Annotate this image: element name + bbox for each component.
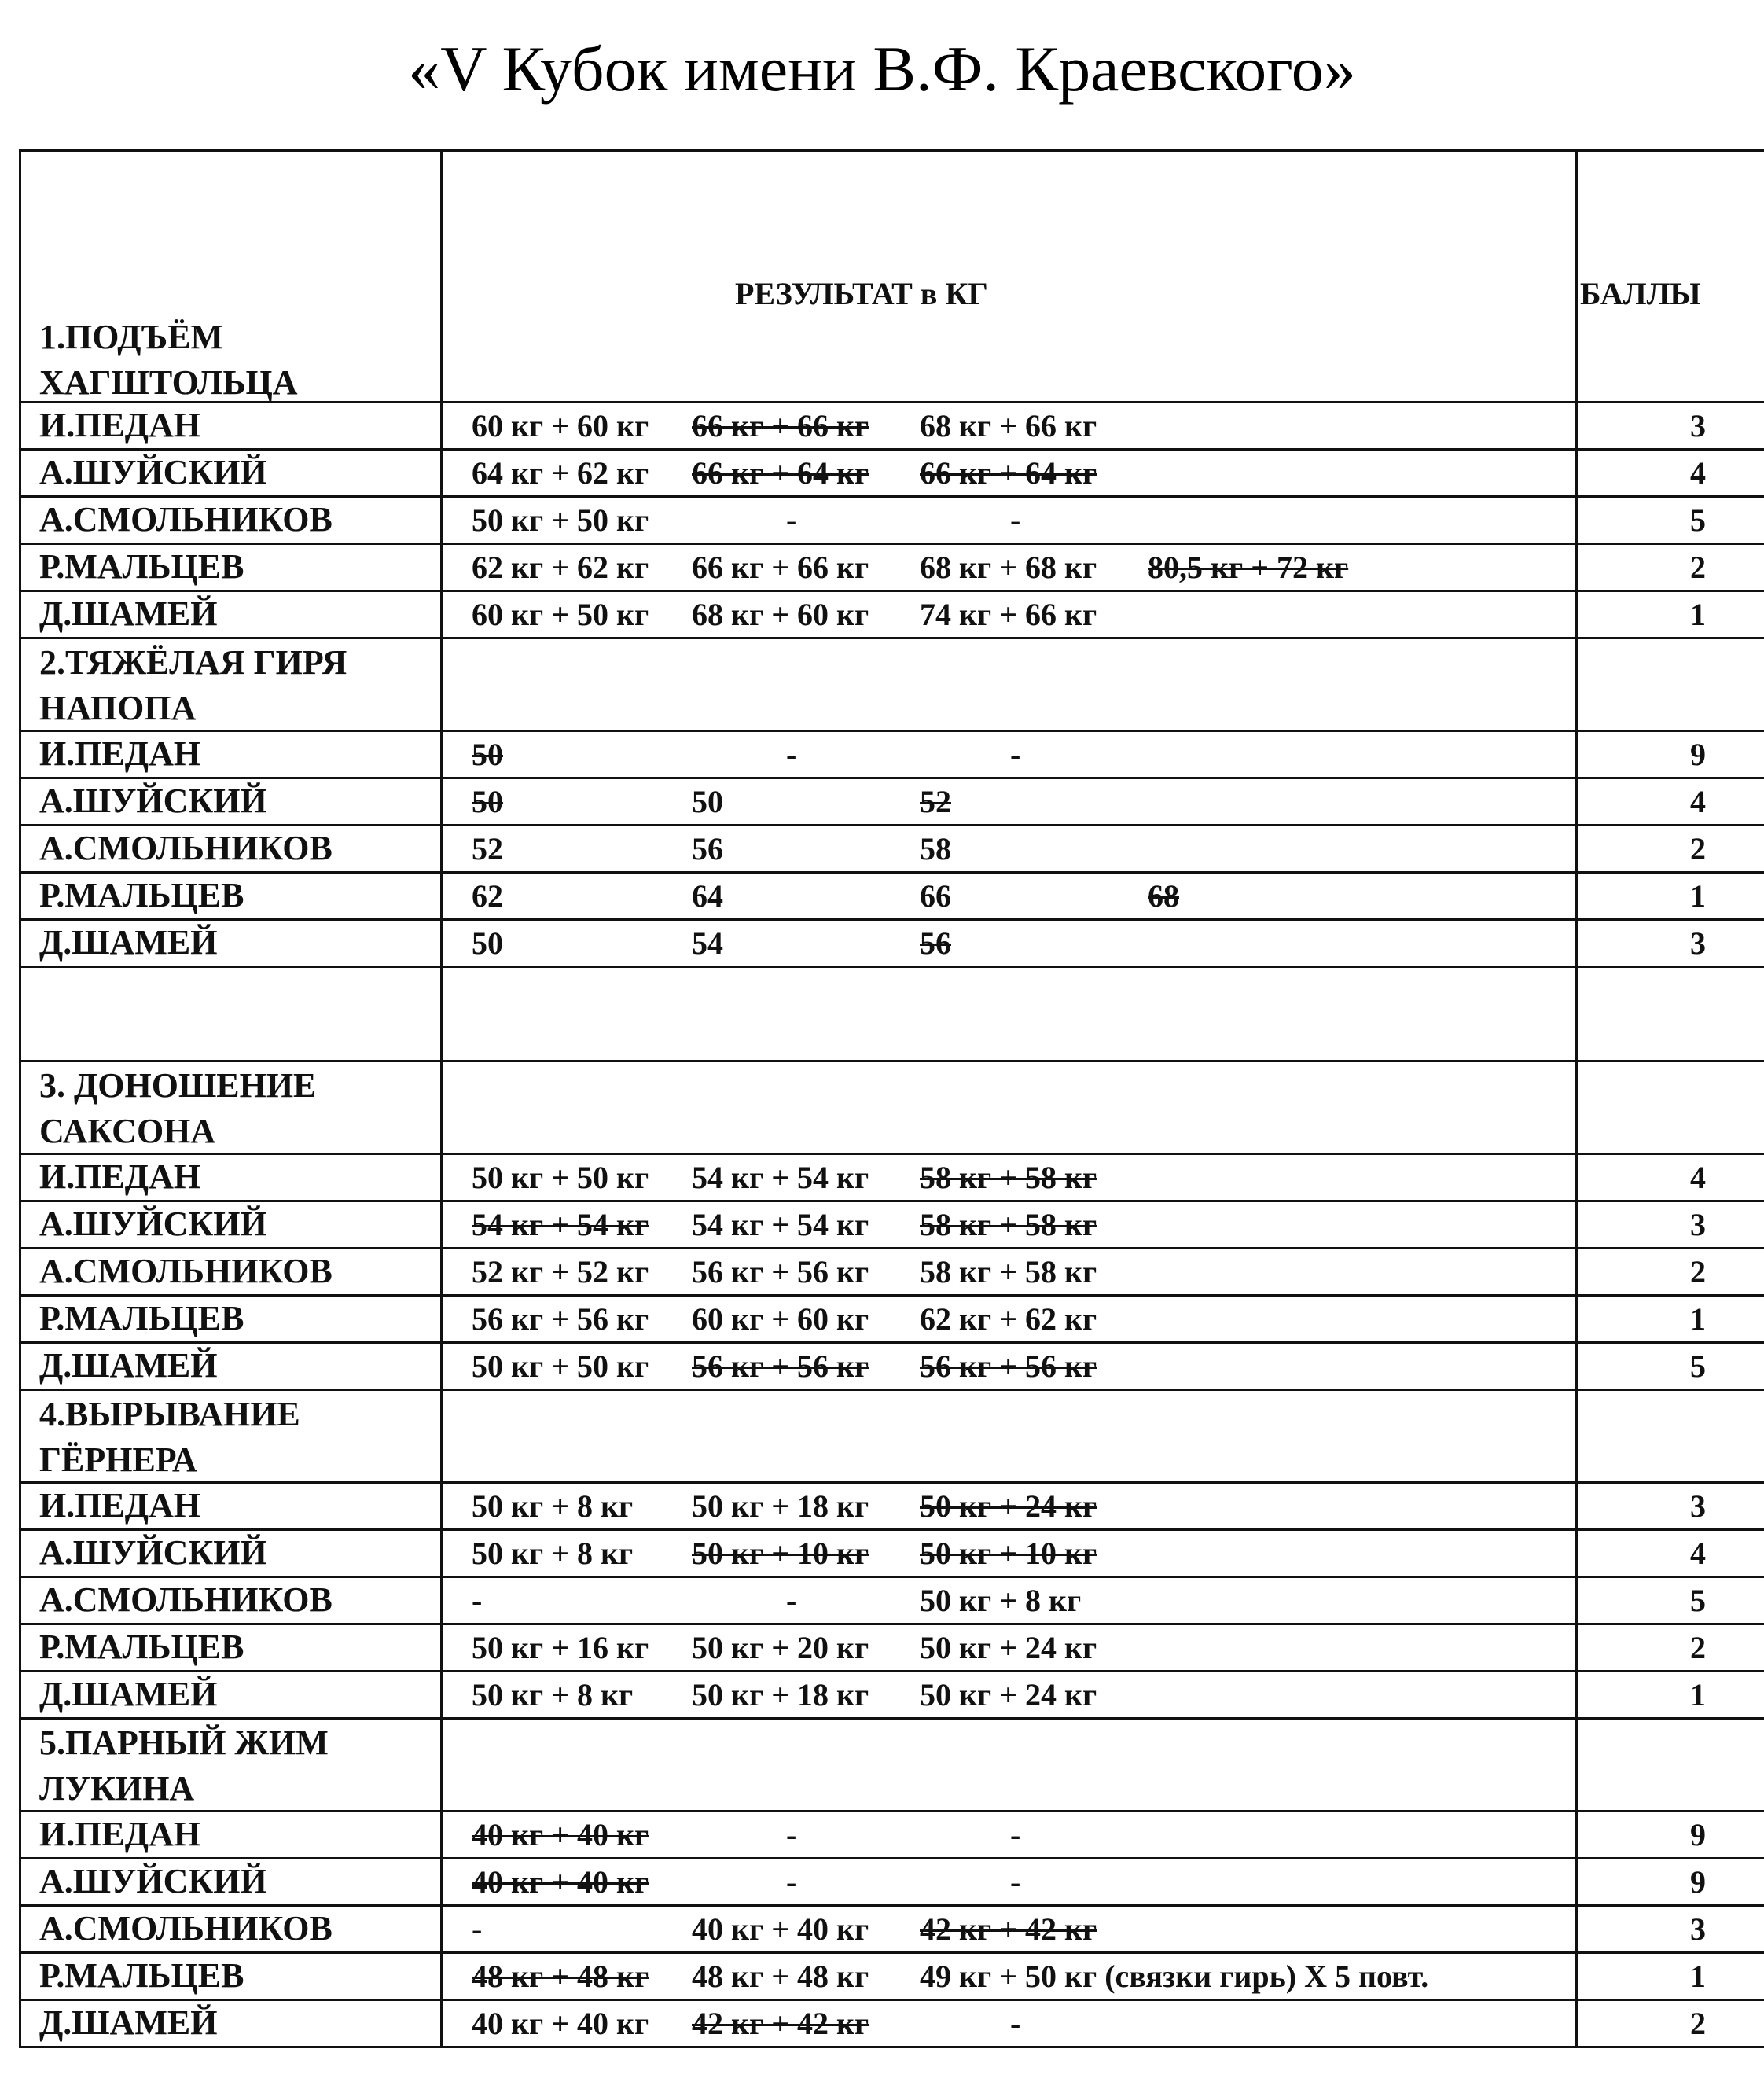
table-rule <box>19 1670 1764 1672</box>
points-value: 4 <box>1690 1536 1706 1571</box>
attempt-result: 50 кг + 50 кг <box>472 1348 649 1384</box>
attempt-result: 66 кг + 64 кг <box>692 455 869 491</box>
section-title: 4.ВЫРЫВАНИЕ ГЁРНЕРА <box>39 1395 300 1479</box>
attempt-result: - <box>786 737 797 772</box>
points-value: 3 <box>1690 1911 1706 1947</box>
points-value: 1 <box>1690 878 1706 914</box>
points-value: 1 <box>1690 1959 1706 1994</box>
attempt-result: 58 кг + 58 кг <box>920 1160 1097 1195</box>
table-rule <box>19 590 1764 592</box>
attempt-result: 56 кг + 56 кг <box>692 1254 869 1289</box>
section-title: 3. ДОНОШЕНИЕ САКСОНА <box>39 1066 317 1150</box>
table-rule <box>19 1294 1764 1297</box>
athlete-name: И.ПЕДАН <box>39 406 201 444</box>
points-value: 1 <box>1690 1301 1706 1337</box>
attempt-result: 50 кг + 50 кг <box>472 1160 649 1195</box>
attempt-result: 68 кг + 66 кг <box>920 408 1097 443</box>
attempt-result: 49 кг + 50 кг (связки гирь) Х 5 повт. <box>920 1959 1429 1994</box>
attempt-result: - <box>786 1864 797 1900</box>
athlete-name: Р.МАЛЬЦЕВ <box>39 1628 244 1666</box>
athlete-name: А.СМОЛЬНИКОВ <box>39 500 333 539</box>
table-rule <box>440 149 443 2046</box>
athlete-name: Р.МАЛЬЦЕВ <box>39 1956 244 1995</box>
points-value: 1 <box>1690 1677 1706 1712</box>
points-value: 2 <box>1690 1254 1706 1289</box>
attempt-result: - <box>472 1583 483 1618</box>
athlete-name: А.СМОЛЬНИКОВ <box>39 1909 333 1948</box>
attempt-result: 50 кг + 20 кг <box>692 1630 869 1665</box>
attempt-result: 50 кг + 50 кг <box>472 502 649 538</box>
points-value: 5 <box>1690 1348 1706 1384</box>
attempt-result: 48 кг + 48 кг <box>692 1959 869 1994</box>
table-rule <box>1575 149 1578 2046</box>
section-title: 5.ПАРНЫЙ ЖИМ ЛУКИНА <box>39 1723 329 1808</box>
attempt-result: 74 кг + 66 кг <box>920 597 1097 632</box>
attempt-result: 50 <box>472 737 503 772</box>
points-value: 3 <box>1690 1207 1706 1242</box>
points-value: 3 <box>1690 408 1706 443</box>
table-rule <box>19 1999 1764 2001</box>
points-value: 1 <box>1690 597 1706 632</box>
points-value: 2 <box>1690 1630 1706 1665</box>
table-rule <box>19 871 1764 874</box>
attempt-result: 64 <box>692 878 723 914</box>
attempt-result: 50 кг + 8 кг <box>472 1677 634 1712</box>
athlete-name: Д.ШАМЕЙ <box>39 1346 218 1385</box>
attempt-result: 48 кг + 48 кг <box>472 1959 649 1994</box>
points-value: 2 <box>1690 2006 1706 2041</box>
attempt-result: 62 кг + 62 кг <box>472 550 649 585</box>
attempt-result: 50 кг + 10 кг <box>920 1536 1097 1571</box>
attempt-result: 50 кг + 8 кг <box>472 1536 634 1571</box>
attempt-result: 50 кг + 24 кг <box>920 1630 1097 1665</box>
attempt-result: 50 кг + 18 кг <box>692 1677 869 1712</box>
attempt-result: 58 кг + 58 кг <box>920 1254 1097 1289</box>
attempt-result: 66 кг + 66 кг <box>692 408 869 443</box>
athlete-name: Д.ШАМЕЙ <box>39 1675 218 1713</box>
points-value: 9 <box>1690 1817 1706 1852</box>
attempt-result: 60 кг + 50 кг <box>472 597 649 632</box>
attempt-result: 80,5 кг + 72 кг <box>1148 550 1349 585</box>
attempt-result: 54 <box>692 925 723 961</box>
attempt-result: 66 <box>920 878 951 914</box>
attempt-result: 58 кг + 58 кг <box>920 1207 1097 1242</box>
table-rule <box>19 966 1764 968</box>
table-rule <box>19 1951 1764 1954</box>
attempt-result: - <box>786 1583 797 1618</box>
table-rule <box>19 1623 1764 1625</box>
athlete-name: И.ПЕДАН <box>39 1486 201 1525</box>
attempt-result: 68 <box>1148 878 1179 914</box>
attempt-result: 52 <box>920 784 951 819</box>
attempt-result: - <box>1010 1817 1021 1852</box>
attempt-result: - <box>1010 2006 1021 2041</box>
attempt-result: 40 кг + 40 кг <box>472 1864 649 1900</box>
table-rule <box>19 1060 1764 1062</box>
attempt-result: 52 кг + 52 кг <box>472 1254 649 1289</box>
table-rule <box>19 918 1764 921</box>
athlete-name: А.СМОЛЬНИКОВ <box>39 829 333 867</box>
table-rule <box>19 1341 1764 1344</box>
points-value: 5 <box>1690 502 1706 538</box>
attempt-result: 50 <box>472 784 503 819</box>
points-value: 3 <box>1690 925 1706 961</box>
table-rule <box>19 2046 1764 2048</box>
attempt-result: 50 кг + 24 кг <box>920 1488 1097 1524</box>
attempt-result: 54 кг + 54 кг <box>692 1207 869 1242</box>
table-rule <box>19 543 1764 545</box>
header-result: РЕЗУЛЬТАТ в КГ <box>735 276 988 311</box>
table-rule <box>19 1389 1764 1391</box>
athlete-name: А.ШУЙСКИЙ <box>39 1862 267 1900</box>
attempt-result: 62 <box>472 878 503 914</box>
athlete-name: Д.ШАМЕЙ <box>39 2003 218 2042</box>
athlete-name: Д.ШАМЕЙ <box>39 594 218 633</box>
section-title: 1.ПОДЪЁМ ХАГШТОЛЬЦА <box>39 318 298 402</box>
attempt-result: - <box>1010 737 1021 772</box>
attempt-result: 50 кг + 18 кг <box>692 1488 869 1524</box>
athlete-name: И.ПЕДАН <box>39 1815 201 1853</box>
table-rule <box>19 149 21 2046</box>
points-value: 2 <box>1690 550 1706 585</box>
attempt-result: 68 кг + 68 кг <box>920 550 1097 585</box>
attempt-result: 56 кг + 56 кг <box>472 1301 649 1337</box>
points-value: 2 <box>1690 831 1706 866</box>
table-rule <box>19 1528 1764 1531</box>
athlete-name: Д.ШАМЕЙ <box>39 923 218 962</box>
attempt-result: 68 кг + 60 кг <box>692 597 869 632</box>
points-value: 4 <box>1690 1160 1706 1195</box>
athlete-name: А.ШУЙСКИЙ <box>39 1533 267 1572</box>
table-rule <box>19 1200 1764 1202</box>
athlete-name: А.СМОЛЬНИКОВ <box>39 1252 333 1290</box>
attempt-result: 50 <box>472 925 503 961</box>
table-rule <box>19 149 1764 152</box>
attempt-result: 40 кг + 40 кг <box>472 2006 649 2041</box>
attempt-result: 58 <box>920 831 951 866</box>
attempt-result: 62 кг + 62 кг <box>920 1301 1097 1337</box>
attempt-result: - <box>472 1911 483 1947</box>
attempt-result: 42 кг + 42 кг <box>692 2006 869 2041</box>
header-points: БАЛЛЫ <box>1580 276 1701 311</box>
section-title: 2.ТЯЖЁЛАЯ ГИРЯ НАПОПА <box>39 643 347 727</box>
athlete-name: А.ШУЙСКИЙ <box>39 782 267 820</box>
table-rule <box>19 637 1764 639</box>
attempt-result: 50 кг + 16 кг <box>472 1630 649 1665</box>
attempt-result: 50 кг + 24 кг <box>920 1677 1097 1712</box>
attempt-result: - <box>1010 1864 1021 1900</box>
attempt-result: 40 кг + 40 кг <box>472 1817 649 1852</box>
athlete-name: Р.МАЛЬЦЕВ <box>39 876 244 914</box>
attempt-result: 66 кг + 64 кг <box>920 455 1097 491</box>
attempt-result: 56 <box>692 831 723 866</box>
points-value: 5 <box>1690 1583 1706 1618</box>
attempt-result: 66 кг + 66 кг <box>692 550 869 585</box>
points-value: 4 <box>1690 455 1706 491</box>
athlete-name: А.ШУЙСКИЙ <box>39 1205 267 1243</box>
attempt-result: 54 кг + 54 кг <box>472 1207 649 1242</box>
attempt-result: - <box>786 1817 797 1852</box>
points-value: 9 <box>1690 737 1706 772</box>
page-title: «V Кубок имени В.Ф. Краевского» <box>408 33 1356 105</box>
points-value: 3 <box>1690 1488 1706 1524</box>
attempt-result: - <box>1010 502 1021 538</box>
athlete-name: Р.МАЛЬЦЕВ <box>39 547 244 586</box>
table-rule <box>19 1717 1764 1720</box>
athlete-name: А.СМОЛЬНИКОВ <box>39 1580 333 1619</box>
attempt-result: 56 <box>920 925 951 961</box>
attempt-result: 50 <box>692 784 723 819</box>
attempt-result: 64 кг + 62 кг <box>472 455 649 491</box>
attempt-result: 50 кг + 8 кг <box>472 1488 634 1524</box>
athlete-name: А.ШУЙСКИЙ <box>39 453 267 491</box>
attempt-result: 60 кг + 60 кг <box>692 1301 869 1337</box>
attempt-result: 52 <box>472 831 503 866</box>
attempt-result: 56 кг + 56 кг <box>692 1348 869 1384</box>
athlete-name: И.ПЕДАН <box>39 734 201 773</box>
athlete-name: Р.МАЛЬЦЕВ <box>39 1299 244 1337</box>
attempt-result: 40 кг + 40 кг <box>692 1911 869 1947</box>
results-table <box>0 149 1764 2068</box>
attempt-result: - <box>786 502 797 538</box>
attempt-result: 50 кг + 8 кг <box>920 1583 1082 1618</box>
attempt-result: 54 кг + 54 кг <box>692 1160 869 1195</box>
attempt-result: 56 кг + 56 кг <box>920 1348 1097 1384</box>
table-rule <box>19 1857 1764 1859</box>
points-value: 9 <box>1690 1864 1706 1900</box>
attempt-result: 50 кг + 10 кг <box>692 1536 869 1571</box>
table-rule <box>19 777 1764 779</box>
table-rule <box>19 448 1764 451</box>
attempt-result: 42 кг + 42 кг <box>920 1911 1097 1947</box>
attempt-result: 60 кг + 60 кг <box>472 408 649 443</box>
athlete-name: И.ПЕДАН <box>39 1157 201 1196</box>
points-value: 4 <box>1690 784 1706 819</box>
